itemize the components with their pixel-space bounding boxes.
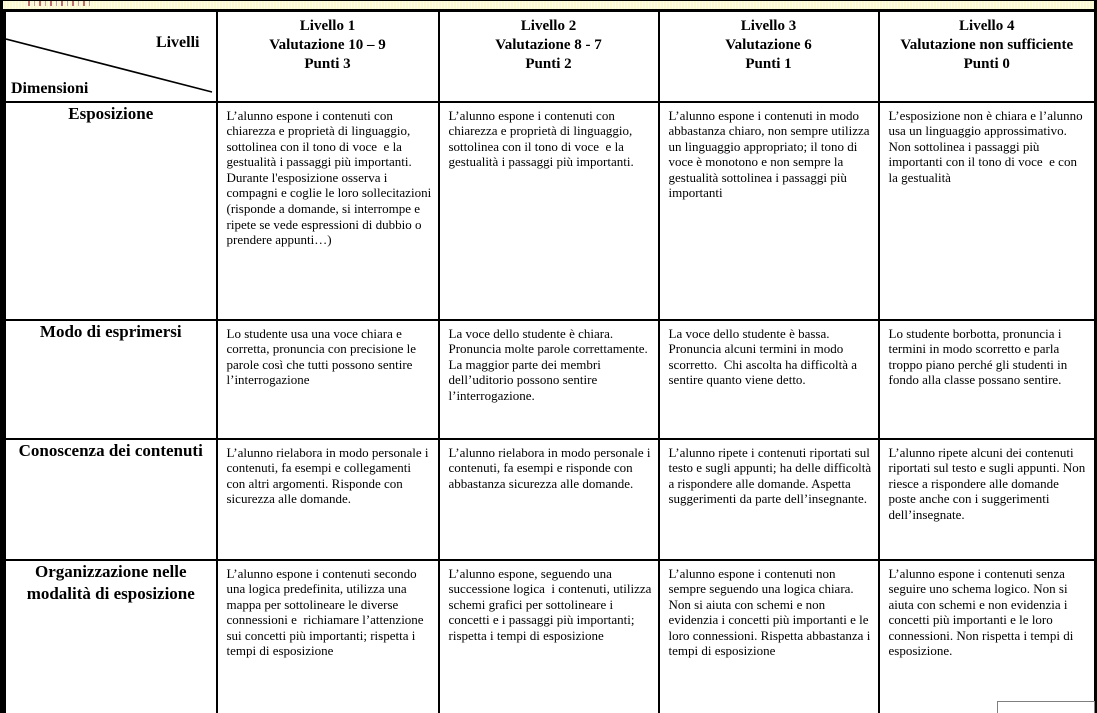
level-punti: Punti 2: [525, 56, 572, 72]
top-strip: [3, 1, 1094, 9]
cell-conoscenza-livello-1: L’alunno rielabora in modo personale i contenuti, fa esempi e collegamenti con altri argomenti. Risponde con sicurezza alle domande.: [217, 439, 439, 560]
row-label-conoscenza: Conoscenza dei contenuti: [5, 439, 217, 560]
cell-esposizione-livello-4: L’esposizione non è chiara e l’alunno usa un linguaggio approssimativo. Non sottolinea i passaggi più importanti con il tono di voce e con la gestualità: [879, 102, 1096, 320]
cell-modo-livello-2: La voce dello studente è chiara. Pronuncia molte parole correttamente. La maggior parte dei membri dell’uditorio possono sentire l’interrogazione.: [439, 320, 659, 439]
corner-cell: [5, 11, 217, 102]
level-title: Livello 1: [299, 18, 356, 34]
cell-modo-livello-3: La voce dello studente è bassa. Pronuncia alcuni termini in modo scorretto. Chi ascolta ha difficoltà a sentire quanto viene detto.: [659, 320, 879, 439]
partial-textbox: [997, 701, 1095, 713]
cell-modo-livello-1: Lo studente usa una voce chiara e corretta, pronuncia con precisione le parole così che tutti possono sentire l’interrogazione: [217, 320, 439, 439]
cell-conoscenza-livello-3: L’alunno ripete i contenuti riportati sul testo e sugli appunti; ha delle difficoltà a rispondere alle domande. Aspetta suggerimenti da parte dell’insegnante.: [659, 439, 879, 560]
cell-esposizione-livello-2: L’alunno espone i contenuti con chiarezza e proprietà di linguaggio, sottolinea con il tono di voce e la gestualità i passaggi più importanti.: [439, 102, 659, 320]
cell-conoscenza-livello-2: L’alunno rielabora in modo personale i contenuti, fa esempi e risponde con abbastanza sicurezza alle domande.: [439, 439, 659, 560]
row-label-modo-di-esprimersi: Modo di esprimersi: [5, 320, 217, 439]
header-livello-3: [659, 11, 879, 102]
cell-esposizione-livello-1: L’alunno espone i contenuti con chiarezza e proprietà di linguaggio, sottolinea con il tono di voce e la gestualità i passaggi più importanti. Durante l'esposizione osserva i compagni e coglie le loro sollecitazioni (risponde a domande, si interrompe e ripete se vede espressioni di dubbio o prendere appunti…): [217, 102, 439, 320]
header-livello-4: [879, 11, 1096, 102]
table-row-organizzazione: [5, 560, 1096, 713]
level-title: Livello 3: [740, 18, 797, 34]
level-valutazione: Valutazione 8 - 7: [495, 37, 602, 53]
cell-modo-livello-4: Lo studente borbotta, pronuncia i termini in modo scorretto e parla troppo piano perché gli studenti in fondo alla classe possano sentire.: [879, 320, 1096, 439]
rubric-table: [3, 9, 1097, 713]
cell-conoscenza-livello-4: L’alunno ripete alcuni dei contenuti riportati sul testo e sugli appunti. Non riesce a rispondere alle domande poste anche con i suggerimenti dell’insegnate.: [879, 439, 1096, 560]
header-livello-1: [217, 11, 439, 102]
table-row-modo-di-esprimersi: [5, 320, 1096, 439]
cell-esposizione-livello-3: L’alunno espone i contenuti in modo abbastanza chiaro, non sempre utilizza un linguaggio appropriato; il tono di voce è monotono e non sempre la gestualità sottolinea i passaggi più importanti: [659, 102, 879, 320]
level-punti: Punti 0: [963, 56, 1010, 72]
header-row: [5, 11, 1096, 102]
header-livello-2: [439, 11, 659, 102]
cell-organizzazione-livello-3: L’alunno espone i contenuti non sempre seguendo una logica chiara. Non si aiuta con schemi e non evidenzia i concetti più importanti e le loro connessioni. Rispetta abbastanza i tempi di esposizione: [659, 560, 879, 713]
level-punti: Punti 3: [304, 56, 351, 72]
level-title: Livello 4: [959, 18, 1015, 34]
level-title: Livello 2: [520, 18, 577, 34]
corner-label-livelli: Livelli: [155, 34, 200, 51]
row-label-esposizione: Esposizione: [5, 102, 217, 320]
table-row-conoscenza: [5, 439, 1096, 560]
table-row-esposizione: [5, 102, 1096, 320]
cell-organizzazione-livello-1: L’alunno espone i contenuti secondo una logica predefinita, utilizza una mappa per sottolineare le diverse connessioni e richiamare l’attenzione sui concetti più importanti; rispetta i tempi di esposizione: [217, 560, 439, 713]
cell-organizzazione-livello-2: L’alunno espone, seguendo una successione logica i contenuti, utilizza schemi grafici per sottolineare i concetti e i passaggi più importanti; rispetta i tempi di esposizione: [439, 560, 659, 713]
row-label-organizzazione: Organizzazione nelle modalità di esposizione: [5, 560, 217, 713]
level-valutazione: Valutazione 10 – 9: [269, 37, 386, 53]
cut-off-text-fragment: [28, 1, 92, 6]
cell-organizzazione-livello-4: L’alunno espone i contenuti senza seguire uno schema logico. Non si aiuta con schemi e non evidenzia i concetti più importanti e le loro connessioni. Non rispetta i tempi di esposizione.: [879, 560, 1096, 713]
corner-label-dimensioni: Dimensioni: [11, 79, 89, 97]
level-valutazione: Valutazione 6: [725, 37, 812, 53]
level-punti: Punti 1: [745, 56, 792, 72]
level-valutazione: Valutazione non sufficiente: [900, 37, 1074, 53]
